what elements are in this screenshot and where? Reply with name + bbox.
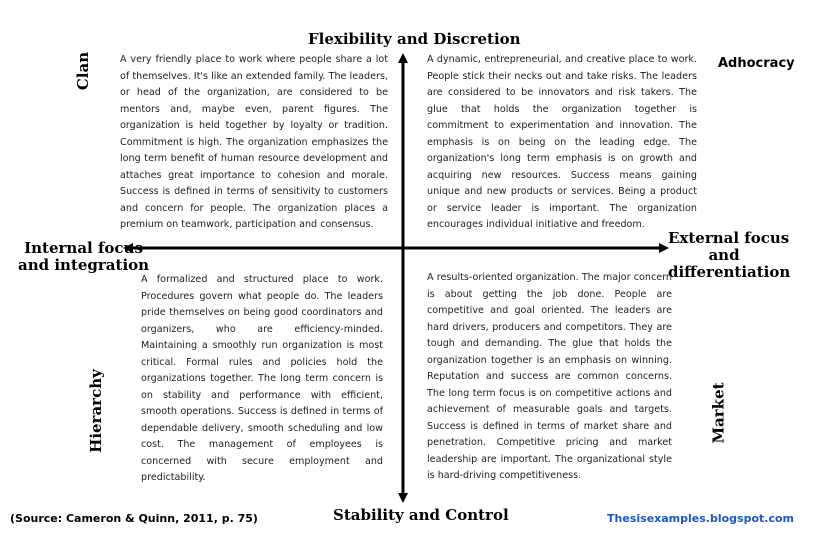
axis-right-line3: differentiation (668, 263, 791, 281)
quadrant-market-text: A results-oriented organization. The major concern is about getting the job done. People are competitive and goal oriented. The leaders are hard drivers, producers and competitors. They are tough and demanding. The glue that holds the organization together is an emphasis on winning. Reputation and success are common concerns. The long term focus is on competitive actions and achievement of measurable goals and targets. Success is defined in terms of market share and penetration. Competitive pricing and market leadership are important. The organizational style is hard-driving competitiveness. (427, 272, 672, 481)
axis-left-line1: Internal focus (24, 239, 143, 257)
quadrant-market-name: Market (709, 382, 728, 444)
axis-right-line2: and (708, 246, 740, 264)
site-watermark: Thesisexamples.blogspot.com (607, 512, 794, 525)
axis-left-line2: and integration (18, 256, 150, 274)
axis-left-label (18, 240, 149, 274)
axis-right-label (668, 229, 791, 281)
quadrant-clan-name: Clan (74, 51, 93, 91)
quadrant-hierarchy-text: A formalized and structured place to work. Procedures govern what people do. The leaders pride themselves on being good coordinators and organizers, who are efficiency-minded. Maintaining a smoothly run organization is most critical. Formal rules and policies hold the organizations together. The long term concern is on stability and performance with efficient, smooth operations. Success is defined in terms of dependable delivery, smooth scheduling and low cost. The management of employees is concerned with secure employment and predictability. (141, 274, 383, 483)
quadrant-adhocracy-text: A dynamic, entrepreneurial, and creative place to work. People stick their necks out and take risks. The leaders are considered to be innovators and risk takers. The glue that holds the organization together is commitment to experimentation and innovation. The emphasis is on being on the leading edge. The organization's long term emphasis is on growth and acquiring new resources. Success means gaining unique and new products or services. Being a product or service leader is important. The organization encourages individual initiative and freedom. (427, 54, 697, 230)
quadrant-adhocracy-name: Adhocracy (718, 56, 795, 71)
source-citation: (Source: Cameron & Quinn, 2011, p. 75) (10, 512, 258, 525)
axis-right-line1: External focus (668, 229, 790, 247)
quadrant-clan-text: A very friendly place to work where people share a lot of themselves. It's like an extended family. The leaders, or head of the organization, are considered to be mentors and, maybe even, parent figures. The organization is held together by loyalty or tradition. Commitment is high. The organization emphasizes the long term benefit of human resource development and attaches great importance to cohesion and morale. Success is defined in terms of sensitivity to customers and concern for people. The organization places a premium on teamwork, participation and consensus. (120, 54, 388, 230)
quadrant-hierarchy-name: Hierarchy (86, 369, 105, 453)
axis-top-label: Flexibility and Discretion (308, 30, 521, 48)
axis-bottom-label: Stability and Control (333, 506, 509, 524)
